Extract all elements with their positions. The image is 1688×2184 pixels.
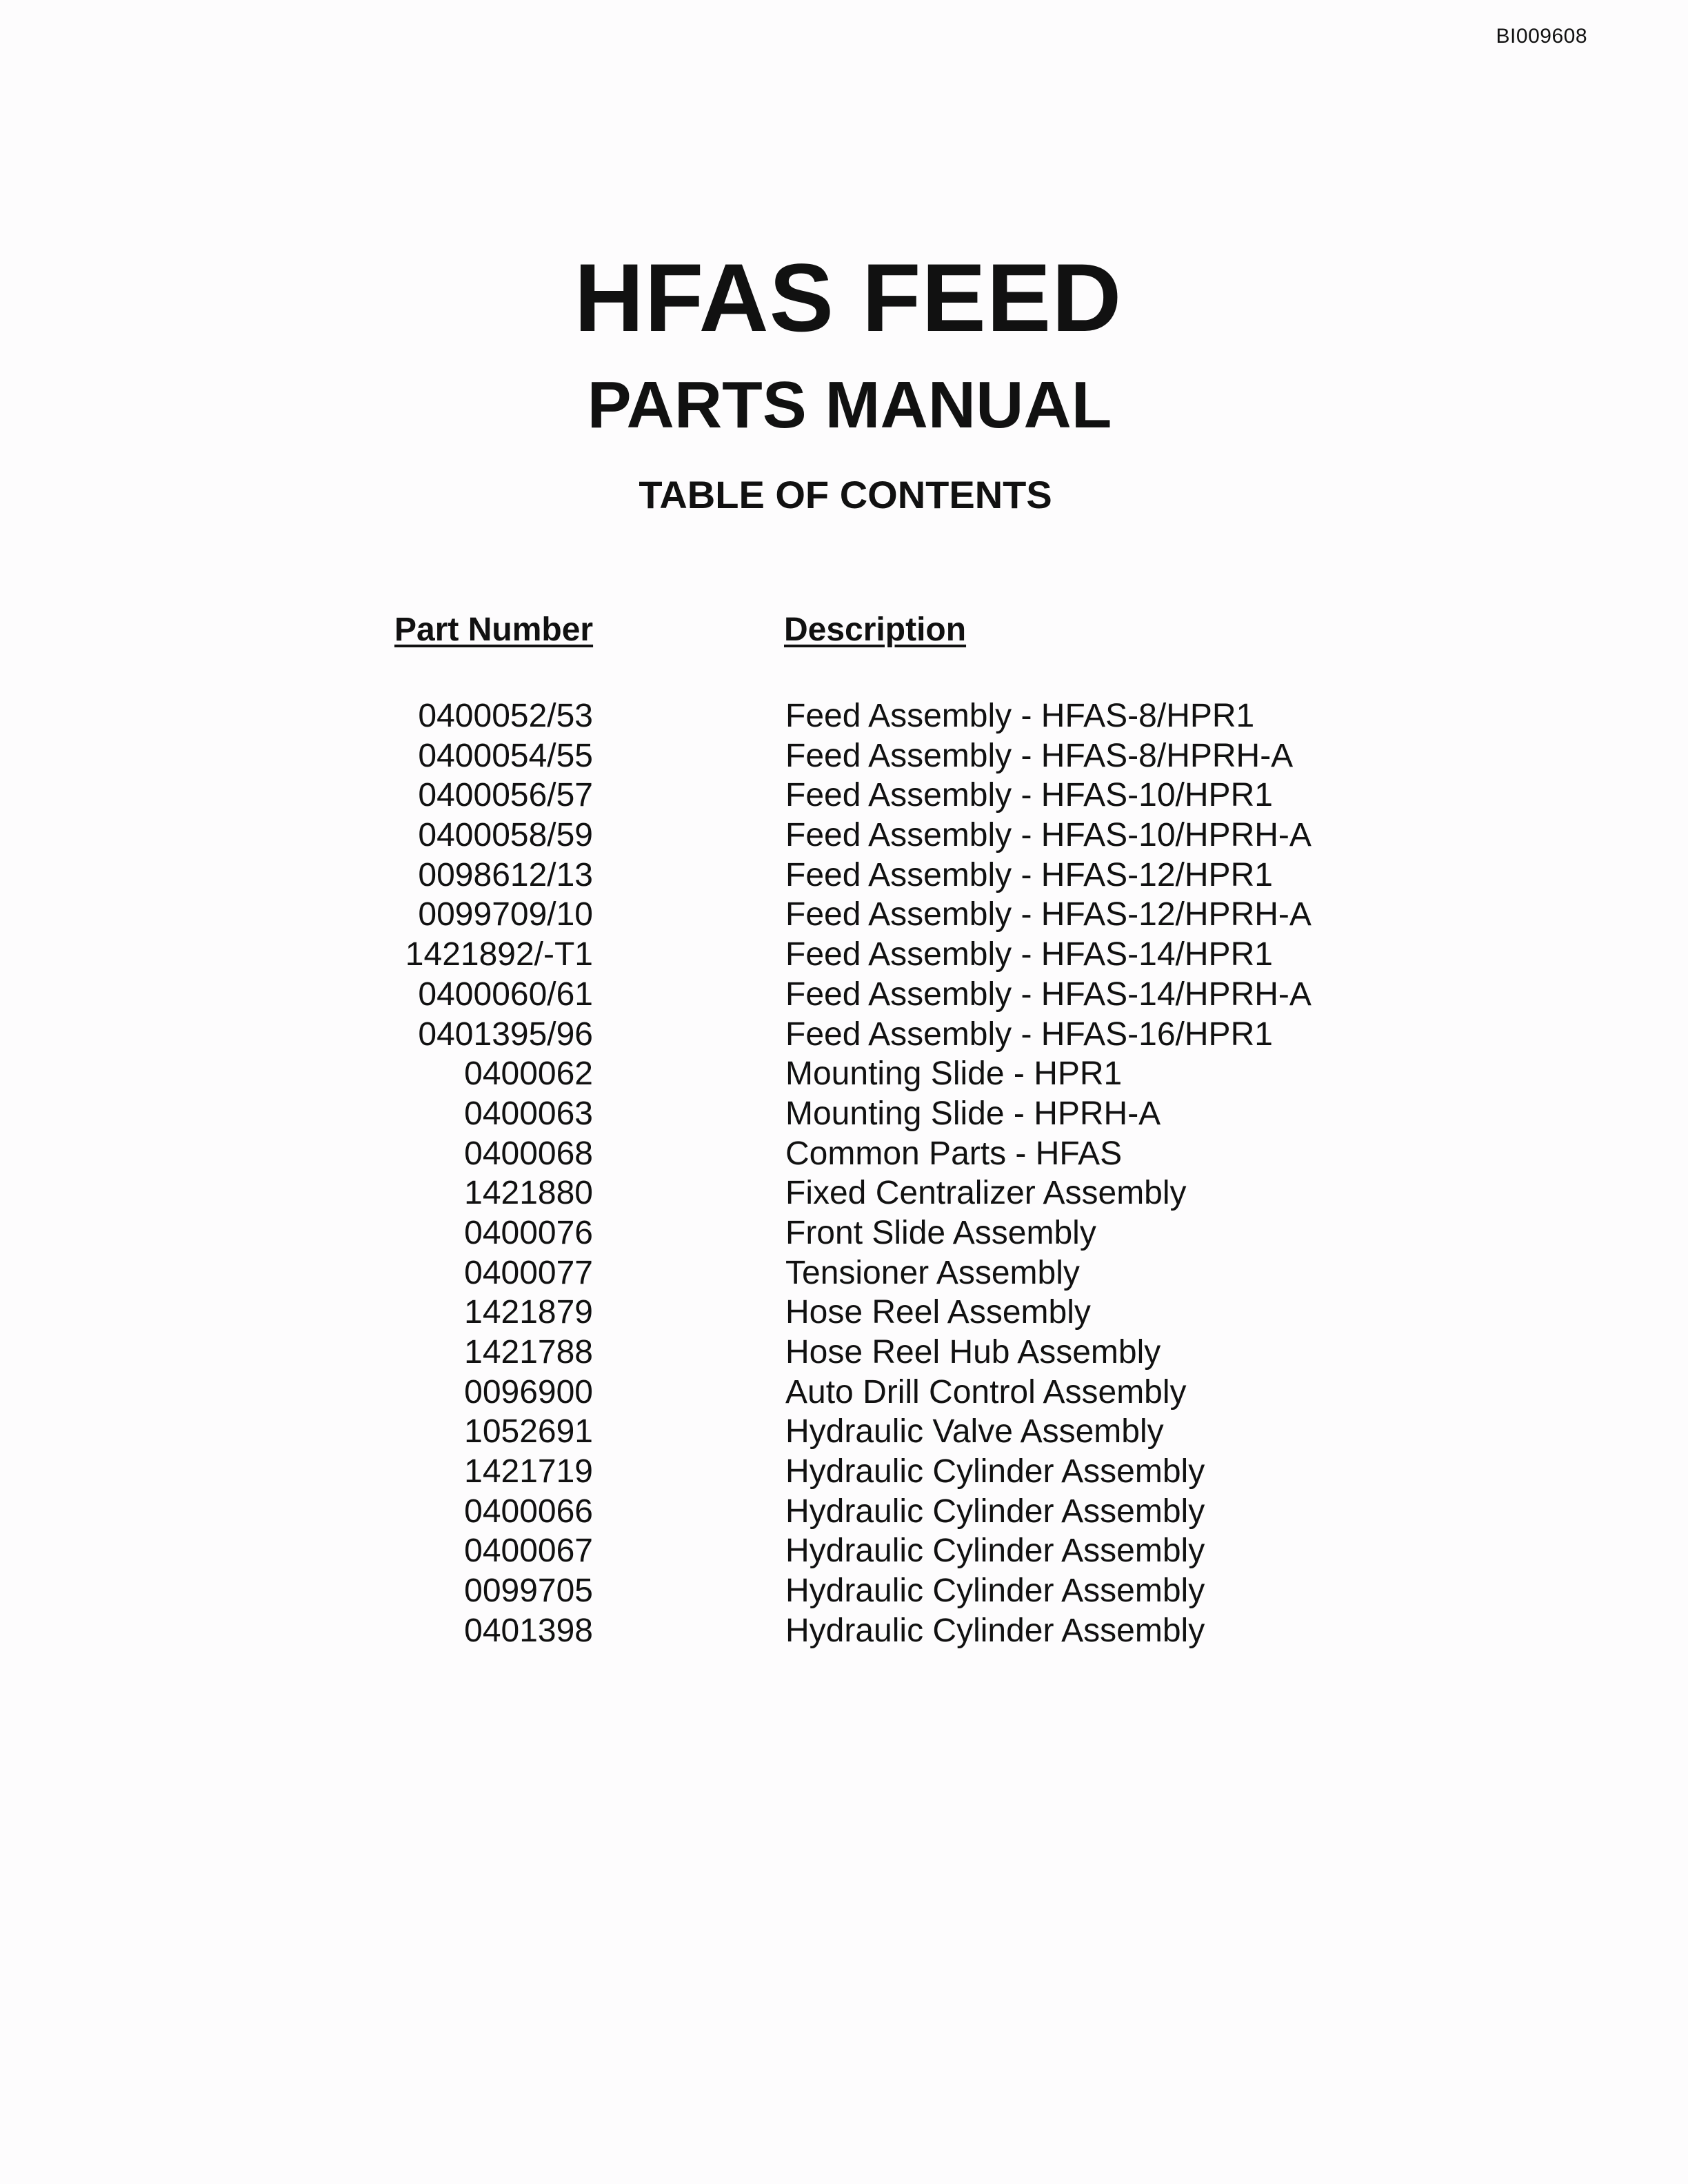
table-row	[0, 696, 1688, 736]
table-row	[0, 1253, 1688, 1293]
table-row	[0, 975, 1688, 1015]
description-cell: Feed Assembly - HFAS-14/HPR1	[785, 936, 1273, 973]
description-cell: Fixed Centralizer Assembly	[785, 1175, 1187, 1212]
description-cell: Hydraulic Cylinder Assembly	[785, 1493, 1205, 1530]
part-number-cell: 1421892/-T1	[405, 936, 593, 973]
part-number-cell: 0400052/53	[418, 698, 593, 734]
description-cell: Feed Assembly - HFAS-10/HPRH-A	[785, 817, 1312, 854]
part-number-cell: 1052691	[464, 1413, 593, 1450]
part-number-cell: 0400076	[464, 1214, 593, 1251]
description-cell: Feed Assembly - HFAS-10/HPR1	[785, 777, 1273, 814]
toc-heading: TABLE OF CONTENTS	[639, 473, 1052, 516]
table-row	[0, 1054, 1688, 1094]
table-row	[0, 1094, 1688, 1134]
description-cell: Hydraulic Cylinder Assembly	[785, 1612, 1205, 1649]
toc-table	[0, 696, 1688, 1651]
table-row	[0, 1531, 1688, 1571]
part-number-cell: 0400077	[464, 1254, 593, 1291]
part-number-cell: 0400068	[464, 1135, 593, 1172]
table-row	[0, 1412, 1688, 1452]
page-title: HFAS FEED	[574, 243, 1123, 352]
description-cell: Auto Drill Control Assembly	[785, 1373, 1187, 1410]
page-subtitle: PARTS MANUAL	[587, 368, 1112, 442]
description-cell: Feed Assembly - HFAS-14/HPRH-A	[785, 975, 1312, 1013]
description-column-header: Description	[784, 611, 967, 648]
table-row	[0, 1213, 1688, 1253]
part-number-cell: 0400060/61	[418, 975, 593, 1013]
part-number-cell: 0099709/10	[418, 896, 593, 933]
description-cell: Tensioner Assembly	[785, 1254, 1080, 1291]
part-number-cell: 0401395/96	[418, 1015, 593, 1053]
description-cell: Feed Assembly - HFAS-8/HPR1	[785, 698, 1255, 734]
description-cell: Feed Assembly - HFAS-16/HPR1	[785, 1015, 1273, 1053]
table-row	[0, 736, 1688, 776]
part-number-cell: 1421788	[464, 1334, 593, 1371]
part-number-cell: 0098612/13	[418, 856, 593, 893]
part-number-cell: 1421879	[464, 1294, 593, 1331]
description-cell: Common Parts - HFAS	[785, 1135, 1123, 1172]
table-row	[0, 1173, 1688, 1213]
table-row	[0, 1333, 1688, 1373]
table-row	[0, 1611, 1688, 1651]
table-row	[0, 816, 1688, 856]
part-number-cell: 1421880	[464, 1175, 593, 1212]
table-row	[0, 1293, 1688, 1333]
description-cell: Front Slide Assembly	[785, 1214, 1096, 1251]
part-number-cell: 0400067	[464, 1533, 593, 1570]
document-id: BI009608	[1496, 25, 1587, 48]
table-row	[0, 1452, 1688, 1492]
part-number-column-header: Part Number	[394, 611, 594, 648]
description-cell: Hydraulic Cylinder Assembly	[785, 1573, 1205, 1610]
description-cell: Hydraulic Cylinder Assembly	[785, 1533, 1205, 1570]
part-number-cell: 0096900	[464, 1373, 593, 1410]
description-cell: Hose Reel Assembly	[785, 1294, 1091, 1331]
part-number-cell: 0400058/59	[418, 817, 593, 854]
part-number-cell: 0400066	[464, 1493, 593, 1530]
description-cell: Mounting Slide - HPRH-A	[785, 1095, 1161, 1132]
part-number-cell: 0400054/55	[418, 737, 593, 774]
description-cell: Hydraulic Valve Assembly	[785, 1413, 1164, 1450]
description-cell: Feed Assembly - HFAS-12/HPR1	[785, 856, 1273, 893]
part-number-cell: 0400063	[464, 1095, 593, 1132]
part-number-cell: 0400062	[464, 1055, 593, 1093]
description-cell: Feed Assembly - HFAS-8/HPRH-A	[785, 737, 1294, 774]
table-row	[0, 1015, 1688, 1055]
table-row	[0, 1571, 1688, 1611]
description-cell: Feed Assembly - HFAS-12/HPRH-A	[785, 896, 1312, 933]
table-row	[0, 1492, 1688, 1532]
part-number-cell: 0400056/57	[418, 777, 593, 814]
part-number-cell: 1421719	[464, 1453, 593, 1490]
table-row	[0, 1134, 1688, 1174]
table-row	[0, 776, 1688, 816]
table-row	[0, 935, 1688, 975]
part-number-cell: 0401398	[464, 1612, 593, 1649]
description-cell: Mounting Slide - HPR1	[785, 1055, 1123, 1093]
part-number-cell: 0099705	[464, 1573, 593, 1610]
description-cell: Hydraulic Cylinder Assembly	[785, 1453, 1205, 1490]
description-cell: Hose Reel Hub Assembly	[785, 1334, 1161, 1371]
table-row	[0, 856, 1688, 896]
table-row	[0, 1373, 1688, 1413]
table-row	[0, 895, 1688, 935]
